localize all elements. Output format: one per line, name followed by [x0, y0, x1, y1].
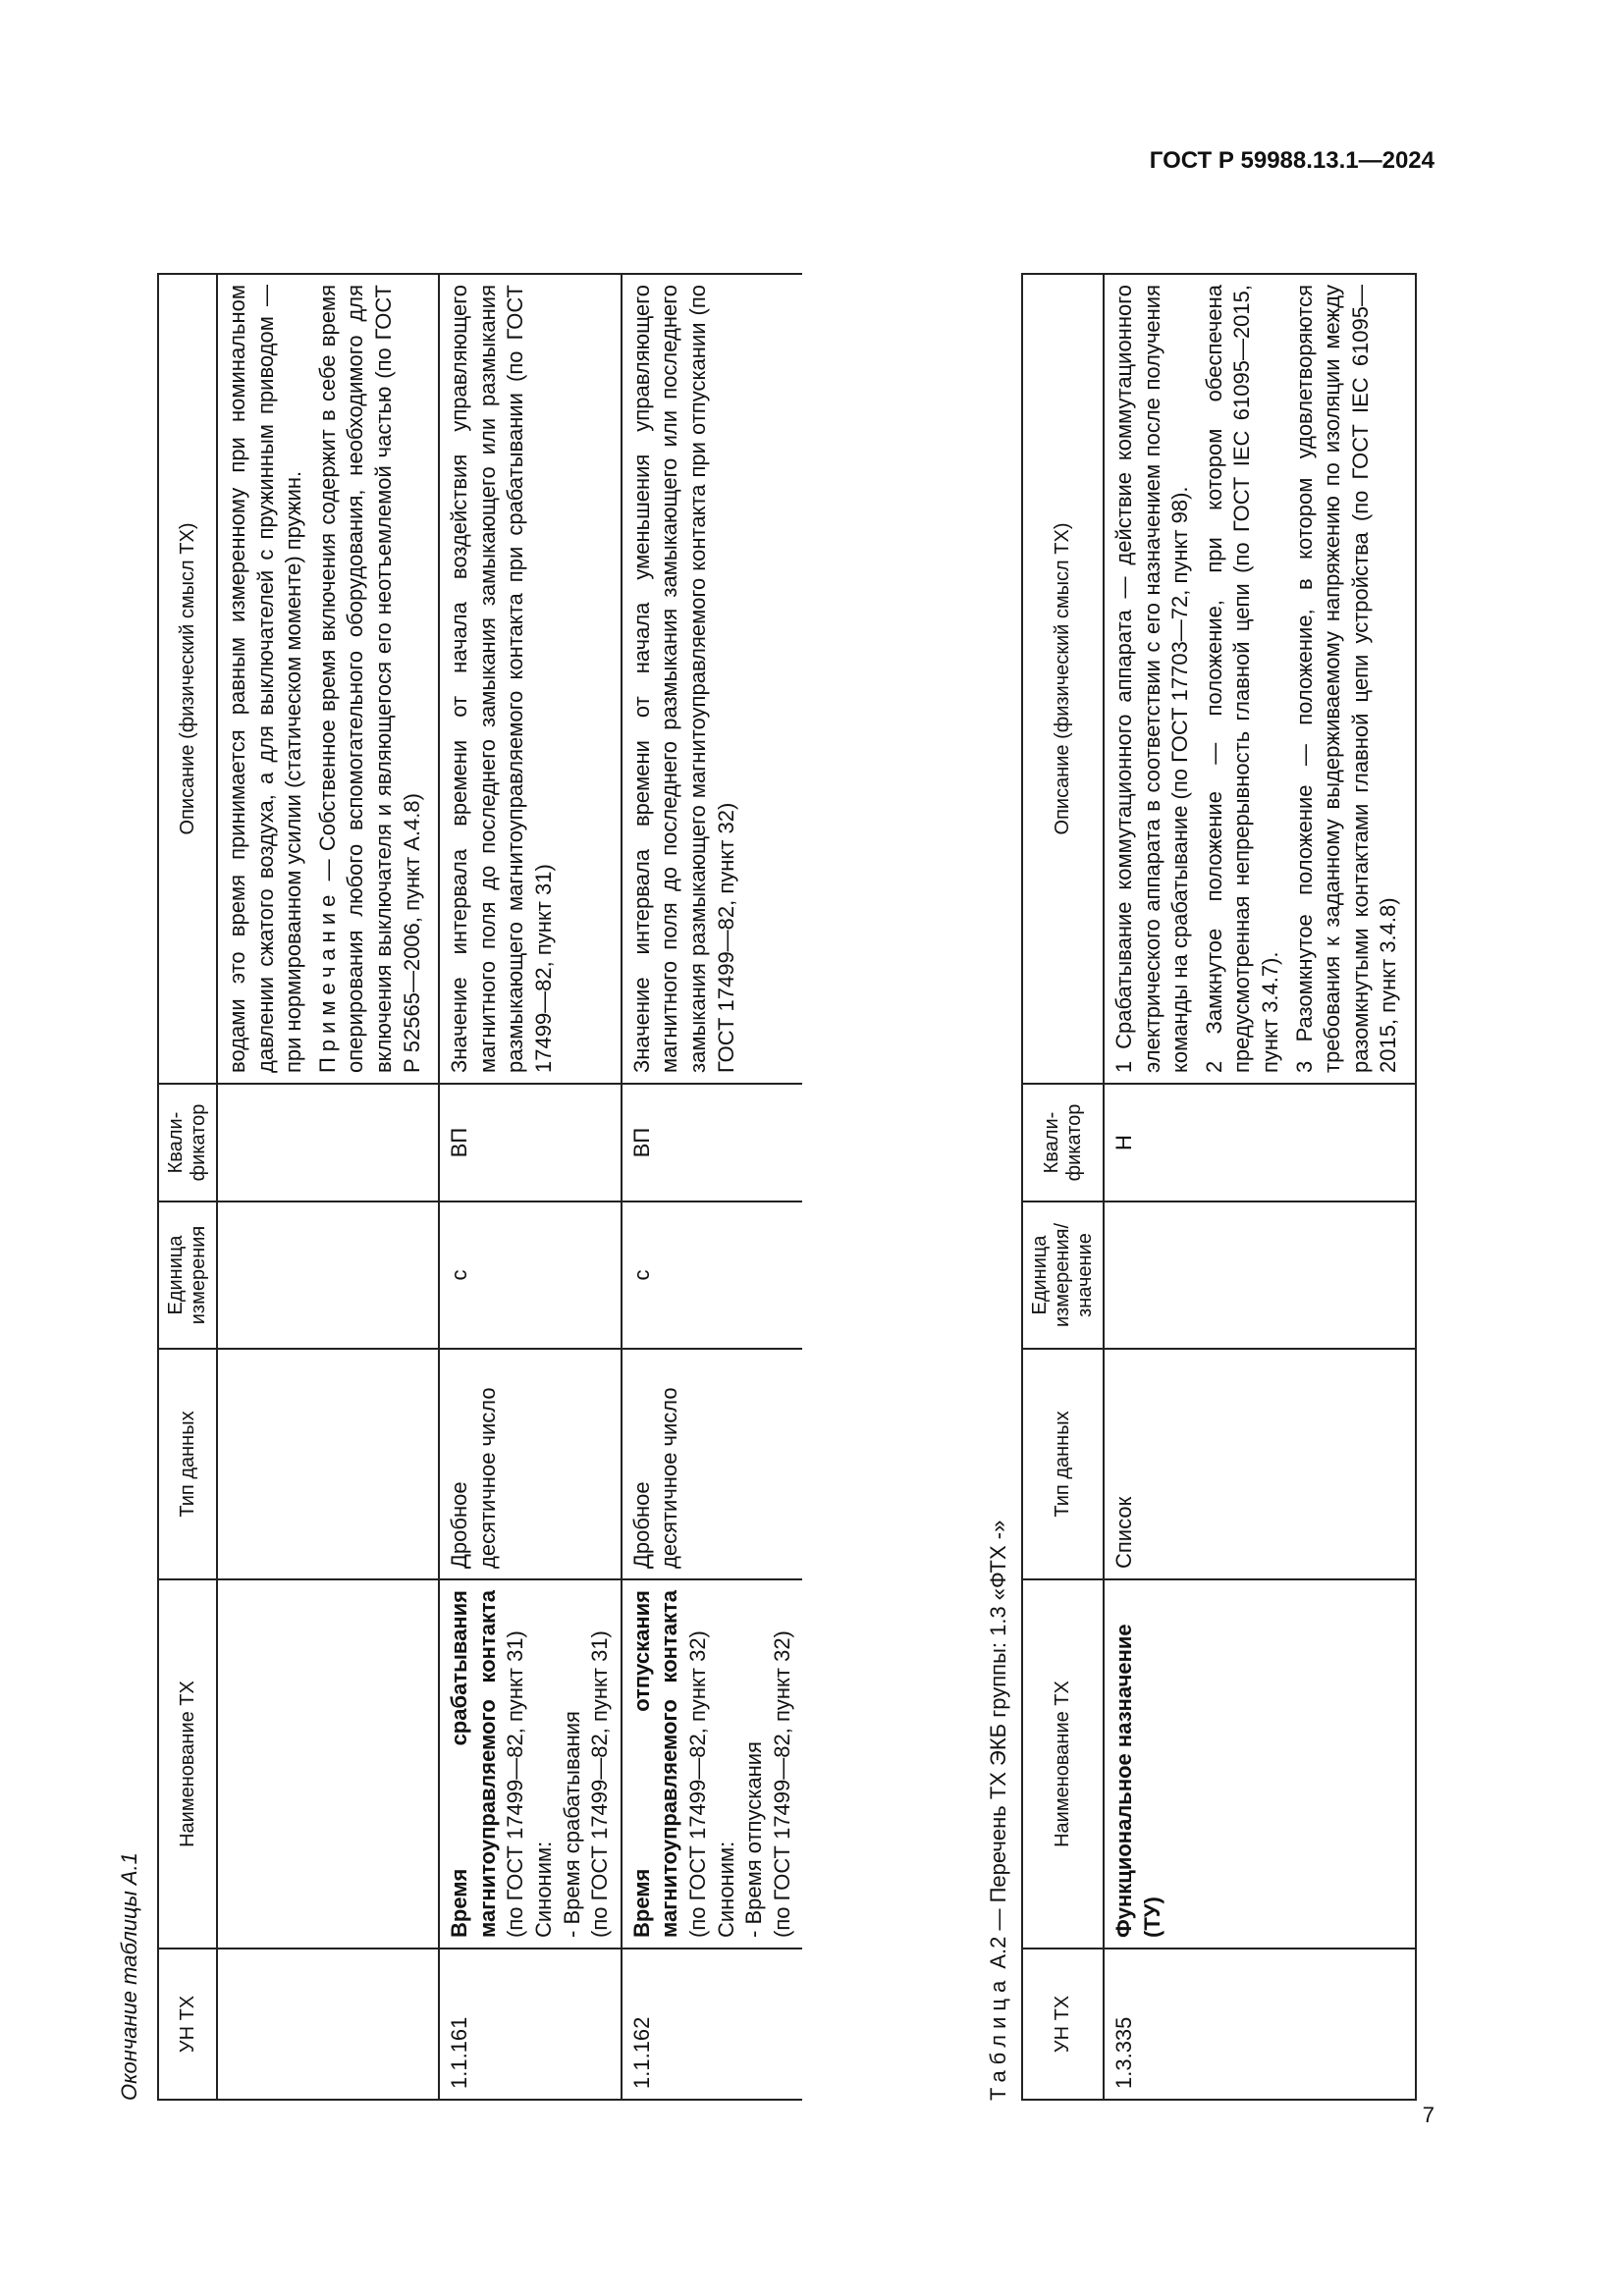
cell-name: [622, 1579, 803, 1949]
cell-name: [1104, 1579, 1416, 1949]
cell-qualifier: ВП: [622, 1084, 803, 1201]
note-label: Примечание: [314, 888, 340, 1073]
description-item-1: 1 Срабатывание коммутационного аппарата — действие коммутационного электрического аппарата в соответствии с его назначением после получения команды на срабатывание (по ГОСТ 17703—72, пункт 98).: [1111, 285, 1193, 1073]
synonym-label: Синоним:: [713, 1841, 738, 1938]
note-text: — Собственное время включения содержит в себе время оперирования любого вспомогательного оборудования, необходимого для включения выключателя и являющегося его неотъемлемой частью (по ГОСТ Р 52565—2006, пункт А.4.8): [314, 285, 424, 1073]
cell-id: 1.1.162: [622, 1949, 803, 2100]
synonym: - Время отпускания: [741, 1741, 767, 1938]
cell-qualifier: [217, 1084, 439, 1201]
table2-caption: [985, 1521, 1013, 2101]
table-row: [439, 274, 622, 2100]
col-header-description: Описание (физический смысл ТХ): [158, 274, 217, 1084]
cell-unit: с: [439, 1201, 622, 1349]
cell-type: Дробное десятичное число: [622, 1349, 803, 1579]
col-header-unit: Единица измерения: [158, 1201, 217, 1349]
cell-unit: [217, 1201, 439, 1349]
synonym-label: Синоним:: [530, 1841, 556, 1938]
table2-caption-label: Таблица: [986, 1974, 1010, 2101]
col-header-type: Тип данных: [1022, 1349, 1104, 1579]
cell-id: [217, 1949, 439, 2100]
rotated-page-content: [108, 236, 1424, 2101]
document-id: ГОСТ Р 59988.13.1—2024: [1149, 147, 1435, 174]
table2-caption-text: А.2 — Перечень ТХ ЭКБ группы: 1.3 «ФТХ -»: [986, 1520, 1010, 1975]
cell-description: [1104, 274, 1416, 1084]
col-header-unit: Единица измерения/ значение: [1022, 1201, 1104, 1349]
table-row: [622, 274, 803, 2100]
cell-id: 1.3.335: [1104, 1949, 1416, 2100]
cell-unit: с: [622, 1201, 803, 1349]
description-item-3: 3 Разомкнутое положение — положение, в котором удовлетворяются требования к заданному выдерживаемому напряжению по изоляции между разомкнутыми контактами главной цепи устройства (по ГОСТ IEC 61095—2015, пункт 3.4.8): [1291, 285, 1401, 1073]
table1-caption: Окончание таблицы А.1: [117, 1852, 141, 2101]
cell-description: Значение интервала времени от начала воздействия управляющего магнитного поля до последнего замыкания замыкающего или размыкания размыкающего магнитоуправляемого контакта при срабатывании (по ГОСТ 17499—82, пункт 31): [439, 274, 622, 1084]
col-header-type: Тип данных: [158, 1349, 217, 1579]
col-header-name: Наименование ТХ: [1022, 1579, 1104, 1949]
table-row: [1104, 274, 1416, 2100]
table-row: [217, 274, 439, 2100]
table2: [1021, 273, 1417, 2101]
cell-qualifier: Н: [1104, 1084, 1416, 1201]
synonym: - Время срабатывания: [559, 1711, 584, 1938]
cell-id: 1.1.161: [439, 1949, 622, 2100]
name-ref: (по ГОСТ 17499—82, пункт 31): [503, 1630, 528, 1938]
cell-type: Дробное десятичное число: [439, 1349, 622, 1579]
table1-header-row: [158, 274, 217, 2100]
name-bold: Время отпускания магнитоуправляемого контакта: [628, 1590, 682, 1938]
synonym-ref: (по ГОСТ 17499—82, пункт 31): [587, 1630, 613, 1938]
cell-qualifier: ВП: [439, 1084, 622, 1201]
cell-unit: [1104, 1201, 1416, 1349]
cell-type: [217, 1349, 439, 1579]
cell-name: [217, 1579, 439, 1949]
col-header-id: УН ТХ: [158, 1949, 217, 2100]
note: [314, 285, 426, 1073]
cell-name: [439, 1579, 622, 1949]
cell-description: Значение интервала времени от начала уменьшения управляющего магнитного поля до последнего размыкания замыкающего или последнего замыкания размыкающего магнитоуправляемого контакта при отпускании (по ГОСТ 17499—82, пункт 32): [622, 274, 803, 1084]
name-ref: (по ГОСТ 17499—82, пункт 32): [684, 1630, 710, 1938]
cell-type: Список: [1104, 1349, 1416, 1579]
table2-header-row: [1022, 274, 1104, 2100]
cell-description: [217, 274, 439, 1084]
col-header-qualifier: Квали-фикатор: [1022, 1084, 1104, 1201]
continued-description: водами это время принимается равным измеренному при номинальном давлении сжатого воздуха, а для выключателей с пружинным приводом — при нормированном усилии (статическом моменте) пружин.: [225, 285, 306, 1073]
description-item-2: 2 Замкнутое положение — положение, при котором обеспечена предусмотренная непрерывность главной цепи (по ГОСТ IEC 61095—2015, пункт 3.4.7).: [1201, 285, 1282, 1073]
col-header-qualifier: Квали-фикатор: [158, 1084, 217, 1201]
col-header-description: Описание (физический смысл ТХ): [1022, 274, 1104, 1084]
synonym-ref: (по ГОСТ 17499—82, пункт 32): [769, 1630, 794, 1938]
name-bold: Время срабатывания магнитоуправляемого контакта: [447, 1590, 500, 1938]
col-header-name: Наименование ТХ: [158, 1579, 217, 1949]
page-number: 7: [1422, 2103, 1435, 2127]
table1: [157, 273, 802, 2101]
name-bold: Функциональное назначение (ТУ): [1111, 1624, 1164, 1938]
col-header-id: УН ТХ: [1022, 1949, 1104, 2100]
